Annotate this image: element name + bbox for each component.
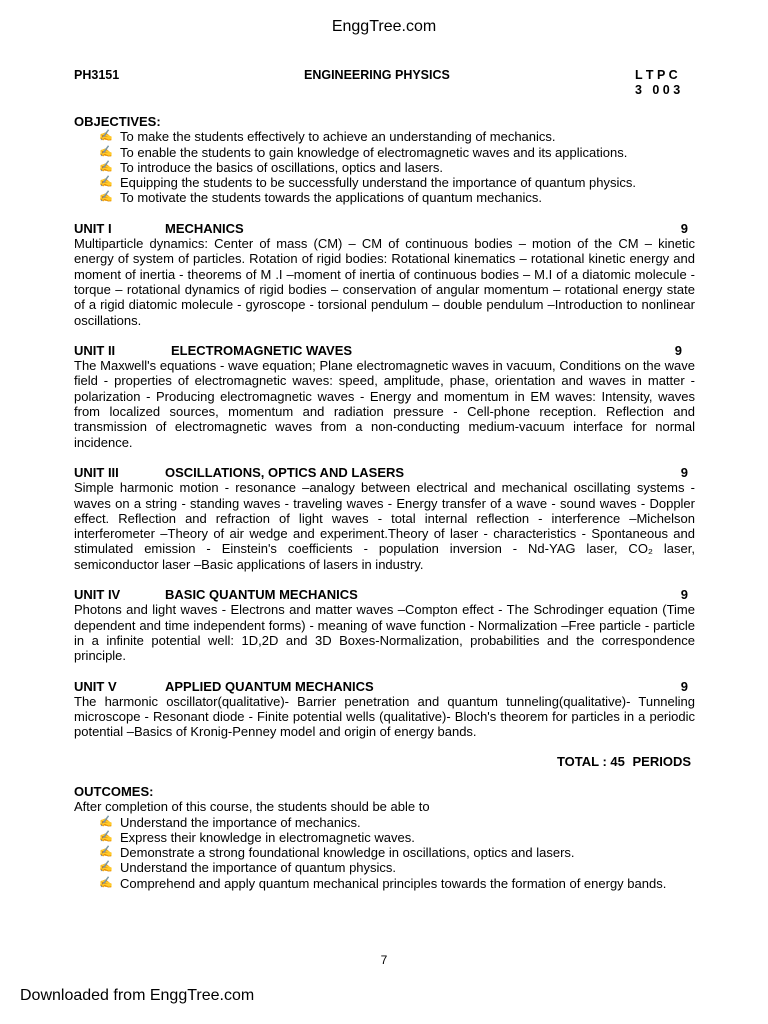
pen-bullet-icon: ✍ [99, 830, 113, 843]
pen-bullet-icon: ✍ [99, 861, 113, 874]
pen-bullet-icon: ✍ [99, 176, 113, 189]
pen-bullet-icon: ✍ [99, 815, 113, 828]
unit-4-heading: UNIT IV BASIC QUANTUM MECHANICS 9 [74, 587, 688, 603]
unit-3-body: Simple harmonic motion - resonance –analogy between electrical and mechanical oscillating systems - waves on a string - standing waves - traveling waves - Energy transfer of a wave - sound waves - Doppler effect. Reflection and refraction of light waves - total internal reflection - interference –Michelson interferometer –Theory of air wedge and experiment.Theory of laser - characteristics - Spontaneous and stimulated emission - Einstein's coefficients - population inversion - Nd-YAG laser, CO₂ laser, semiconductor laser –Basic applications of lasers in industry. [74, 480, 695, 572]
syllabus-content [74, 114, 695, 891]
outcomes-intro: After completion of this course, the students should be able to [74, 799, 430, 815]
pen-bullet-icon: ✍ [99, 876, 113, 889]
outcomes-list [74, 815, 695, 891]
total-periods: TOTAL : 45 PERIODS [556, 753, 691, 769]
page-number: 7 [380, 953, 388, 967]
course-header-row [74, 68, 694, 100]
list-item: ✍ Understand the importance of quantum physics. [99, 860, 397, 876]
unit-2-body: The Maxwell's equations - wave equation; Plane electromagnetic waves in vacuum, Conditions on the wave field - properties of electromagnetic waves: speed, amplitude, phase, orientation and waves in matter - polarization - Producing electromagnetic waves - Energy and momentum in EM waves: Intensity, waves from localized sources, momentum and radiation pressure - Cell-phone reception. Reflection and transmission of electromagnetic waves from a non-conducting medium-vacuum interface for normal incidence. [74, 358, 695, 450]
pen-bullet-icon: ✍ [99, 191, 113, 204]
list-item: ✍ Express their knowledge in electromagnetic waves. [99, 829, 415, 845]
ltpc-label: L T P C [635, 68, 678, 82]
unit-1-body: Multiparticle dynamics: Center of mass (CM) – CM of continuous bodies – motion of the CM – kinetic energy of system of particles. Rotation of rigid bodies: Rotational kinematics – rotational kinetic energy and moment of inertia - theorems of M .I –moment of inertia of continuous bodies – M.I of a diatomic molecule - torque – rotational dynamics of rigid bodies – conservation of angular momentum – rotational energy state of a rigid diatomic molecule - gyroscope - torsional pendulum – double pendulum –Introduction to nonlinear oscillations. [74, 236, 695, 328]
list-item: ✍ Equipping the students to be successfully understand the importance of quantum physics. [99, 175, 636, 191]
unit-4-body: Photons and light waves - Electrons and matter waves –Compton effect - The Schrodinger equation (Time dependent and time independent forms) - meaning of wave function - Normalization –Free particle - particle in a infinite potential well: 1D,2D and 3D Boxes-Normalization, probabilities and the correspondence principle. [74, 602, 695, 664]
download-footer: Downloaded from EnggTree.com [20, 987, 255, 1004]
pen-bullet-icon: ✍ [99, 145, 113, 158]
pen-bullet-icon: ✍ [99, 130, 113, 143]
outcomes-heading: OUTCOMES: [74, 783, 154, 799]
list-item: ✍ Understand the importance of mechanics. [99, 814, 361, 830]
pen-bullet-icon: ✍ [99, 846, 113, 859]
unit-3-heading: UNIT III OSCILLATIONS, OPTICS AND LASERS 9 [74, 464, 688, 480]
list-item: ✍ Comprehend and apply quantum mechanical principles towards the formation of energy bands. [99, 875, 667, 891]
objectives-list [74, 129, 695, 205]
unit-5-body: The harmonic oscillator(qualitative)- Barrier penetration and quantum tunneling(qualitative)- Tunneling microscope - Resonant diode - Finite potential wells (qualitative)- Bloch's theorem for particles in a periodic potential –Basics of Kronig-Penney model and origin of energy bands. [74, 693, 695, 740]
objectives-heading: OBJECTIVES: [74, 114, 161, 129]
ltpc-block [635, 68, 680, 98]
site-header: EnggTree.com [331, 18, 437, 35]
list-item: ✍ To motivate the students towards the applications of quantum mechanics. [99, 190, 543, 206]
ltpc-values: 3 0 0 3 [635, 83, 681, 97]
list-item: ✍ Demonstrate a strong foundational knowledge in oscillations, optics and lasers. [99, 845, 575, 861]
pen-bullet-icon: ✍ [99, 160, 113, 173]
list-item: ✍ To enable the students to gain knowledge of electromagnetic waves and its applications. [99, 144, 628, 160]
unit-1-heading: UNIT I MECHANICS 9 [74, 220, 688, 236]
unit-5-heading: UNIT V APPLIED QUANTUM MECHANICS 9 [74, 678, 688, 694]
list-item: ✍ To make the students effectively to achieve an understanding of mechanics. [99, 129, 556, 145]
unit-2-heading: UNIT II ELECTROMAGNETIC WAVES 9 [74, 342, 682, 358]
course-title: ENGINEERING PHYSICS [304, 68, 450, 82]
course-code: PH3151 [74, 68, 120, 82]
list-item: ✍ To introduce the basics of oscillations, optics and lasers. [99, 159, 444, 175]
